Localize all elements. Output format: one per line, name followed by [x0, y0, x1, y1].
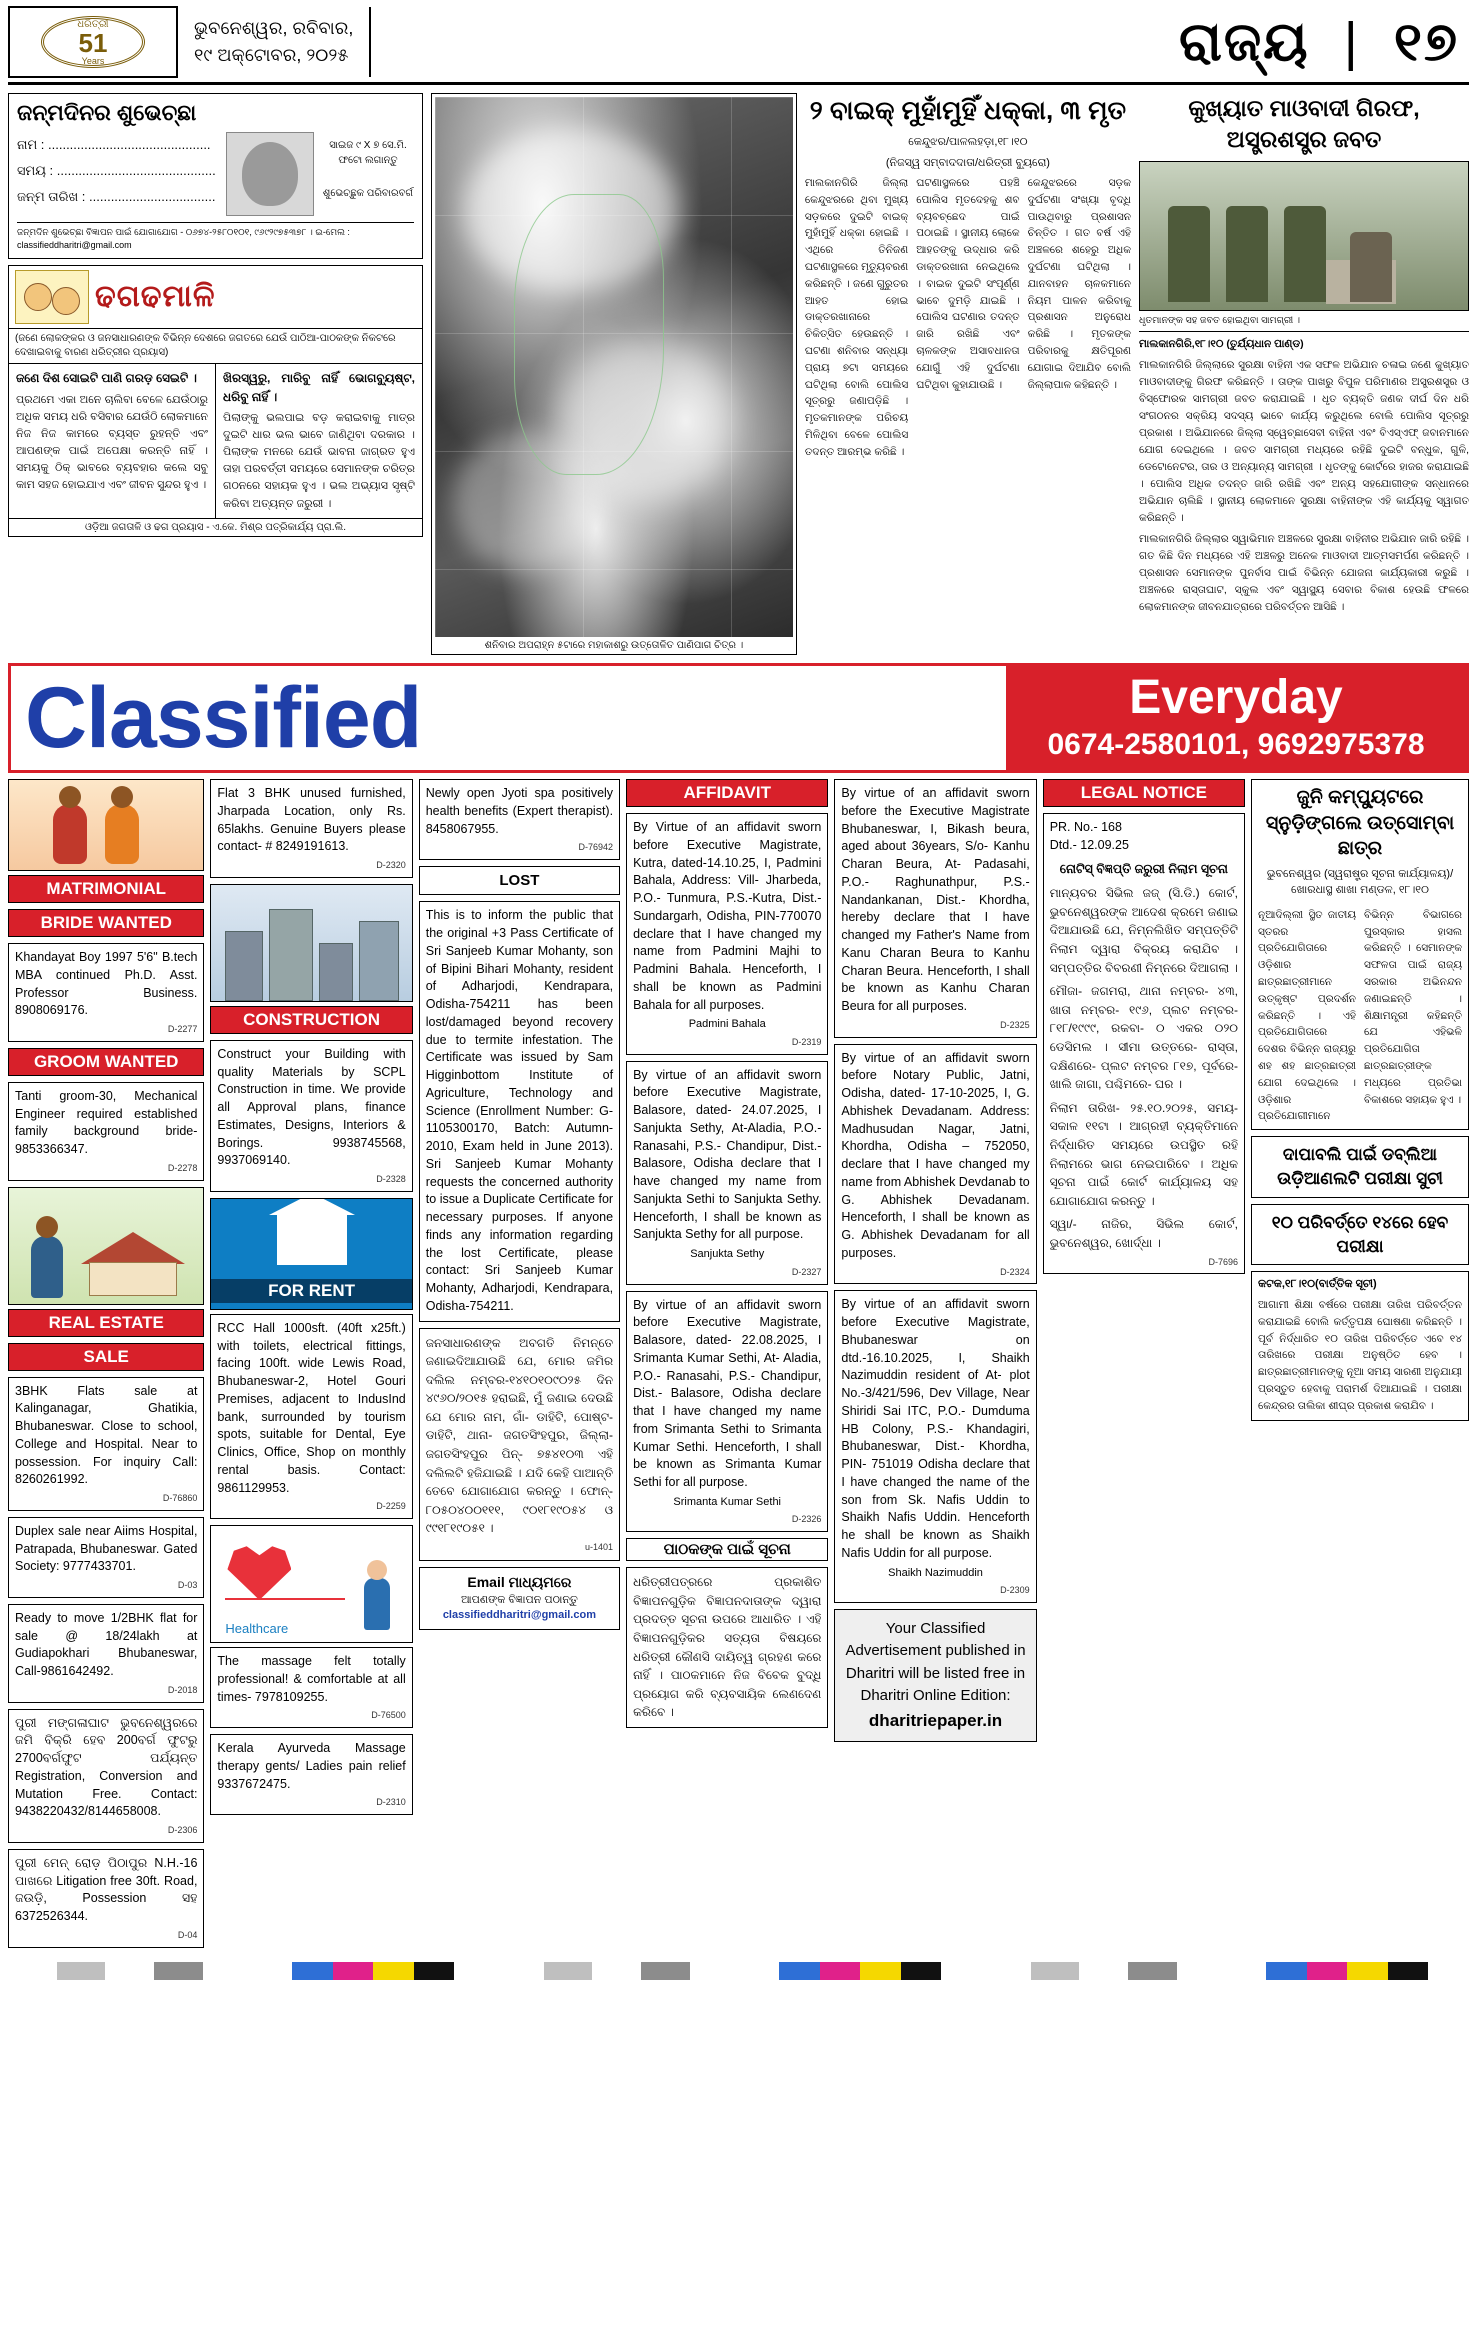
edition-dateline — [178, 7, 371, 77]
reader-notice-header: ପାଠକଙ୍କ ପାଇଁ ସୂଚନା — [626, 1538, 828, 1561]
birthday-field-dob: ଜନ୍ମ ତାରିଖ : ................................... — [17, 189, 216, 204]
ad-code: D-2310 — [376, 1797, 406, 1808]
page-number: ୧୭ — [1393, 11, 1459, 72]
affidavit-ad[interactable] — [626, 1061, 828, 1285]
ad-code: D-2325 — [1000, 1019, 1030, 1030]
dhagadhamali-footer: ଓଡ଼ିଆ ଜଗତାଳି ଓ ଢଗ ପ୍ରୟାସ - ଏ.କେ. ମିଶ୍ର ପତ୍ରିକାର୍ଯ୍ୟ ପ୍ରା.ଲି. — [9, 518, 422, 536]
left-column — [8, 93, 423, 655]
dhagadhamali-subtitle: (ଜଣେ ଲୋକଙ୍କର ଓ ଜନସାଧାରଣଙ୍କ ବିଭିନ୍ନ ଦେଶରେ ଜଗତରେ ଯେଉଁ ପାଠିଆ-ପାଠକଙ୍କ ନିକଟରେ ଦେଖାଇବାକୁ ବାରଣ ଧରିତ୍ରୀର ପ୍ରୟାସ) — [9, 329, 422, 364]
affidavit-ad[interactable] — [834, 1044, 1036, 1285]
real-estate-ad[interactable] — [8, 1517, 204, 1598]
groom-wanted-ad[interactable] — [8, 1082, 204, 1181]
dhagadhamali-item — [9, 364, 215, 517]
real-estate-header: REAL ESTATE — [8, 1309, 204, 1337]
ad-code: D-2326 — [791, 1514, 822, 1525]
ad-text: This is to inform the public that the original +3 Pass Certificate of Sri Sanjeeb Kumar Mohanty, son of Bipini Bihari Mohanty, resident of Adharjodi, Kendrapara, Odisha-754211 has been lost/damaged beyond recovery due to termite infestation. The Certificate was issued by Sam Higginbottom Institute of Agriculture, Technology and Science (Enrollment Number: G-1105300170, Batch: Autumn-2010, Exam held in June 2013). Sri Sanjeeb Kumar Mohanty requests the concerned authority to issue a Duplicate Certificate for necessary purposes. If anyone finds any information regarding the lost Certificate, please contact: Sri Sanjeeb Kumar Mohanty, Adharjodi, Kendrapara, Odisha-754211. — [425, 908, 614, 1313]
email-submission-box[interactable] — [419, 1567, 620, 1630]
ad-text: 3BHK Flats sale at Kalinganagar, Ghatikia, Bhubaneswar. Close to school, College and Hospital. Near to possession. For inquiry Call: 8260261992. — [15, 1383, 198, 1487]
healthcare-label: Healthcare — [225, 1621, 289, 1637]
birthday-photo — [226, 132, 314, 216]
rent-ad[interactable] — [210, 1314, 412, 1519]
maoist-body: ମାଲକାନଗିରି ଜିଲ୍ଲାରେ ସୁରକ୍ଷା ବାହିନୀ ଏକ ସଫଳ ଅଭିଯାନ ଚଳାଇ ଜଣେ କୁଖ୍ୟାତ ମାଓବାଦୀଙ୍କୁ ଗିରଫ କରିଛନ୍ତି । ତାଙ୍କ ପାଖରୁ ବିପୁଳ ପରିମାଣର ଅସ୍ତ୍ରଶସ୍ତ୍ର ଓ ବିସ୍ଫୋରକ ସାମଗ୍ରୀ ଜବତ କରାଯାଇଛି । ଧୃତ ବ୍ୟକ୍ତି ଜଣକ ଦୀର୍ଘ ଦିନ ଧରି ସଂଗଠନର ସକ୍ରିୟ ସଦସ୍ୟ ଭାବେ କାର୍ଯ୍ୟ କରୁଥିଲେ ବୋଲି ପୋଲିସ ସୂତ୍ରରୁ ପ୍ରକାଶ । ଅଭିଯାନରେ ଜିଲ୍ଲା ସ୍ୱେଚ୍ଛାସେବୀ ବାହିନୀ ଏବଂ ବିଏସ୍ଏଫ୍ ଜବାନମାନେ ଯୋଗ ଦେଇଥିଲେ । ଜବତ ସାମଗ୍ରୀ ମଧ୍ୟରେ ରହିଛି ଦୁଇଟି ବନ୍ଧୁକ, ଗୁଳି, ଡେଟୋନେଟର, ତାର ଓ ଅନ୍ୟାନ୍ୟ ସାମଗ୍ରୀ । ଧୃତଙ୍କୁ କୋର୍ଟରେ ହାଜର କରାଯାଇଛି । ପୋଲିସ ଅଧିକ ତଦନ୍ତ ଜାରି ରଖିଛି ଏବଂ ଅନ୍ୟ ସହଯୋଗୀଙ୍କ ସନ୍ଧାନରେ ଅଭିଯାନ ଚାଲିଛି । ସ୍ଥାନୀୟ ଲୋକମାନେ ସୁରକ୍ଷା ବାହିନୀଙ୍କ ଏହି କାର୍ଯ୍ୟକୁ ସ୍ୱାଗତ କରିଛନ୍ତି । — [1139, 358, 1469, 524]
spa-ad[interactable] — [419, 779, 620, 860]
color-registration-bars — [8, 1962, 1469, 1980]
groom-wanted-header: GROOM WANTED — [8, 1048, 204, 1076]
logo-number: 51 — [78, 27, 108, 58]
classified-column-1 — [8, 779, 204, 1954]
dhagadhamali-column — [8, 265, 423, 536]
classified-column-6 — [1043, 779, 1245, 1954]
ad-code: D-03 — [177, 1580, 198, 1591]
classified-banner-word: Classified — [25, 669, 422, 766]
bride-wanted-text: Khandayat Boy 1997 5'6" B.tech MBA continued Ph.D. Asst. Professor Business. 8908069176. — [15, 950, 198, 1018]
real-estate-ad[interactable] — [8, 1604, 204, 1703]
ad-code: D-2328 — [376, 1174, 406, 1185]
legal-notice-header: LEGAL NOTICE — [1043, 779, 1245, 807]
satellite-weather-image — [435, 97, 793, 637]
cartoon-icon — [15, 270, 89, 324]
online-edition-promo[interactable] — [834, 1609, 1036, 1743]
groom-wanted-text: Tanti groom-30, Mechanical Engineer required established family background bride-9853366347. — [15, 1088, 198, 1157]
email-address[interactable]: classifieddharitri@gmail.com — [442, 1609, 596, 1622]
ad-code: D-2319 — [791, 1036, 822, 1047]
student-story-headline: ଜୁନି କମ୍ପ୍ୟୁଟରେ ସ୍ନୁଡ଼ିଙ୍ଗଲେ ଉତ୍ସୋମ୍ବା ଛାତ୍ର — [1265, 787, 1455, 860]
maoist-photo — [1139, 161, 1469, 311]
ad-code: D-2309 — [1000, 1585, 1030, 1596]
middle-column — [431, 93, 1131, 655]
real-estate-illustration — [8, 1187, 204, 1305]
legal-body-4: ସ୍ୱା/- ନାଜିର, ସିଭିଲ କୋର୍ଟ, ଭୁବନେଶ୍ୱର, ଖୋର୍ଦ୍ଧା । — [1049, 1217, 1238, 1250]
affidavit-ad[interactable] — [626, 813, 828, 1055]
right-editorial-column — [1251, 779, 1469, 1954]
exam-story-subhead: ୧୦ ପରିବର୍ତ୍ତେ ୧୪ରେ ହେବ ପରୀକ୍ଷା — [1251, 1204, 1469, 1266]
ad-text: ଧରିତ୍ରୀପତ୍ରରେ ପ୍ରକାଶିତ ବିଜ୍ଞାପନଗୁଡ଼ିକ ବିଜ୍ଞାପନଦାତାଙ୍କ ଦ୍ୱାରା ପ୍ରଦତ୍ତ ସୂଚନା ଉପରେ ଆଧାରିତ । ଏହି ବିଜ୍ଞାପନଗୁଡ଼ିକର ସତ୍ୟତା ବିଷୟରେ ଧରିତ୍ରୀ କୌଣସି ଦାୟିତ୍ୱ ଗ୍ରହଣ କରେ ନାହିଁ । ପାଠକମାନେ ନିଜ ବିବେକ ବୁଦ୍ଧି ପ୍ରୟୋଗ କରି ବ୍ୟବସାୟିକ ଲେଣଦେଣ କରିବେ । — [633, 1575, 822, 1720]
birthday-footer: ଜନ୍ମଦିନ ଶୁଭେଚ୍ଛା ବିଜ୍ଞାପନ ପାଇଁ ଯୋଗାଯୋଗ - ୦୬୭୪-୨୫୮୦୧୦୧, ୯୬୯୨୯୭୫୩୭୮ । ଇ-ମେଲ : classifieddharitri@gmail.com — [17, 222, 414, 252]
ad-code: D-2327 — [791, 1266, 822, 1277]
exam-story — [1251, 1271, 1469, 1420]
ad-text: Ready to move 1/2BHK flat for sale @ 18/24lakh at Gudiapokhari Bhubaneswar, Call-9861642492. — [15, 1610, 198, 1679]
ad-code: D-2320 — [376, 860, 406, 870]
real-estate-ad[interactable] — [8, 1709, 204, 1843]
satellite-caption: ଶନିବାର ଅପରାହ୍ନ ୫ଟାରେ ମହାକାଶରୁ ଉତ୍ତୋଳିତ ପାଣିପାଗ ଚିତ୍ର । — [484, 640, 744, 651]
ad-text: By virtue of an affidavit sworn before Notary Public, Jatni, Odisha, dated- 17-10-2025, I, G. Abhishek Devadanam. Address: Madhusudan Nagar, Jatni, Khordha, Odisha – 752050, declare that I have changed my name from Abhishek Devdanab to G. Abhishek Devadanam. Henceforth, I shall be known as G. Abhishek Devadanam for all purposes. — [841, 1050, 1030, 1260]
dhagadhamali-title: ଢଗଢମାଳି — [95, 280, 216, 314]
satellite-image-block — [431, 93, 797, 655]
construction-header: CONSTRUCTION — [210, 1006, 412, 1034]
kerala-massage-ad[interactable] — [210, 1734, 412, 1815]
legal-dtd: Dtd.- 12.09.25 — [1049, 837, 1129, 852]
bride-wanted-header: BRIDE WANTED — [8, 909, 204, 937]
ad-text: RCC Hall 1000sft. (40ft x25ft.) with toilets, electrical fittings, facing 100ft. wide Lewis Road, Bhubaneswar-2, Hotel Gouri Premises, adjacent to IndusInd bank, surrounded by tourism spots, suitable for Dental, Eye Clinics, Office, Shop on monthly rental basis. Contact: 9861129953. — [217, 1320, 406, 1495]
ad-code: D-2277 — [167, 1024, 198, 1034]
birthday-photo-caption: ଶୁଭେଚ୍ଛୁକ ପରିବାରବର୍ଗ — [322, 188, 414, 199]
section-title-block: ରାଜ୍ୟ | ୧୭ — [1178, 11, 1459, 72]
classified-column-4 — [626, 779, 828, 1954]
birthday-field-name: ନାମ : ............................................. — [17, 137, 211, 152]
section-title: ରାଜ୍ୟ — [1178, 11, 1310, 72]
ad-code: u-1401 — [585, 1542, 614, 1553]
lost-header: LOST — [419, 866, 620, 895]
ad-text: Newly open Jyoti spa positively health benefits (Expert therapist). 8458067955. — [425, 786, 614, 836]
maoist-headline: କୁଖ୍ୟାତ ମାଓବାଦୀ ଗିରଫ, ଅସ୍ତ୍ରଶସ୍ତ୍ର ଜବତ — [1188, 95, 1420, 153]
healthcare-illustration — [210, 1525, 412, 1643]
ad-text: By virtue of an affidavit sworn before the Executive Magistrate Bhubaneswar, I, Bikash beura, aged about 36years, S/o- Kanhu Charan Beura, At- Padasahi, P.O.- Raghunathpur, P.S.- Nandankanan, Dist.- Khordha, hereby declare that I have changed my Father's Name from Kanu Charan Beura to Kanhu Charan Beura. Henceforth, I shall be known as Kanhu Charan Beura for all purposes. — [841, 786, 1030, 1013]
construction-illustration — [210, 884, 412, 1002]
classified-banner-everyday: Everyday — [1129, 671, 1343, 724]
edition-place: ଭୁବନେଶ୍ୱର, ରବିବାର, — [194, 18, 354, 38]
reader-notice-text — [626, 1567, 828, 1728]
matrimonial-header: MATRIMONIAL — [8, 875, 204, 903]
classified-column-3 — [419, 779, 620, 1954]
dhagadhamali-heading: ଜଣେ ଦିଶ ସୋଇଟି ପାଣି ଗରଡ଼ ସେଇଟି । — [16, 371, 197, 386]
promo-site[interactable]: dharitriepaper.in — [868, 1710, 1003, 1730]
logo-years: Years — [81, 55, 105, 66]
ad-code: D-7696 — [1208, 1256, 1238, 1267]
affidavit-ad[interactable] — [834, 779, 1036, 1038]
classified-banner-phone: 0674-2580101, 9692975378 — [1047, 728, 1425, 761]
colorbar-group — [739, 1962, 983, 1980]
maoist-photo-caption: ଧୃତମାନଙ୍କ ସହ ଜବତ ହୋଇଥିବା ସାମଗ୍ରୀ । — [1139, 311, 1469, 332]
dhagadhamali-body: ପିଲାଙ୍କୁ ଭଲପାଇ ବଡ଼ କରାଇବାକୁ ମାତ୍ର ଦୁଇଟି ଧାର ଭଲ ଭାବେ ଜାଣିଥିବା ଦରକାର । ପିଲାଙ୍କ ମନରେ ଯେଉଁ ଭାବନା ଜାଗ୍ରତ ହୁଏ ତାହା ପରବର୍ତ୍ତୀ ସମୟରେ ସେମାନଙ୍କ ଚରିତ୍ର ଗଠନରେ ସହାୟକ ହୁଏ । ଭଲ ଅଭ୍ୟାସ ସୃଷ୍ଟି କରିବା ଅତ୍ୟନ୍ତ ଜରୁରୀ । — [223, 412, 415, 510]
ad-text: By virtue of an affidavit sworn before Executive Magistrate, Balasore, dated- 24.07.2025, I Sanjukta Sethy, At-Aladia, P.O.- Ranasahi, P.S.- Chandipur, Dist.- Balasore, Odisha declare that I have changed my name from Sanjukta Sethi to Sanjukta Sethy. Henceforth, I shall be known as Sanjukta Sethy for all purpose. — [633, 1067, 822, 1242]
sale-header: SALE — [8, 1343, 204, 1371]
anniversary-seal-icon — [41, 16, 145, 68]
for-rent-label: FOR RENT — [211, 1279, 411, 1303]
email-note: ଆପଣଙ୍କ ବିଜ୍ଞାପନ ପଠାନ୍ତୁ — [460, 1593, 578, 1606]
colorbar-group — [8, 1962, 252, 1980]
dhagadhamali-body: ପ୍ରଥମେ ଏକା ଅନେ ଚାଲିବା ବେଳେ ଯେଉଁଠାରୁ ଅଧିକ ସମୟ ଧରି ବସିବାର ଯେଉଁଠି ଲୋକମାନେ ନିଜ ନିଜ କାମରେ ବ୍ୟସ୍ତ ରୁହନ୍ତି ଏବଂ ଆପଣଙ୍କ ପାଇଁ ଅପେକ୍ଷା କରନ୍ତି ନାହିଁ । ସମୟକୁ ଠିକ୍ ଭାବରେ ବ୍ୟବହାର କଲେ ସବୁ କାମ ସହଜ ହୋଇଯାଏ ଏବଂ ଜୀବନ ସୁନ୍ଦର ହୁଏ । — [16, 393, 208, 491]
birthday-coupon — [8, 93, 423, 259]
legal-body-1: ମାନ୍ୟବର ସିଭିଲ ଜଜ୍ (ସି.ଡି.) କୋର୍ଟ, ଭୁବନେଶ୍ୱରଙ୍କ ଆଦେଶ କ୍ରମେ ଜଣାଇ ଦିଆଯାଉଛି ଯେ, ନିମ୍ନଲିଖିତ ସମ୍ପତ୍ତିଟି ନିଲାମ ଦ୍ୱାରା ବିକ୍ରୟ କରାଯିବ । ସମ୍ପତ୍ତିର ବିବରଣୀ ନିମ୍ନରେ ଦିଆଗଲା । — [1049, 886, 1238, 975]
classified-banner — [8, 663, 1469, 773]
promo-text: Your Classified Advertisement published in Dharitri will be listed free in Dharitri Online Edition: — [845, 1619, 1026, 1705]
publication-logo — [8, 6, 178, 78]
ad-text: The massage felt totally professional! & comfortable at all times- 7978109255. — [217, 1654, 406, 1704]
affidavit-header: AFFIDAVIT — [626, 779, 828, 807]
classified-column-2 — [210, 779, 412, 1954]
bike-story-body-2: ଘଟଣାସ୍ଥଳରେ ପହଞ୍ଚି ପୋଲିସ ମୃତଦେହକୁ ଶବ ବ୍ୟବଚ୍ଛେଦ ପାଇଁ ପଠାଇଛି । ସ୍ଥାନୀୟ ଲୋକେ ଆହତଙ୍କୁ ଉଦ୍ଧାର କରି ଡାକ୍ତରଖାନା ନେଇଥିଲେ । ବାଇକ ଦୁଇଟି ସଂପୂର୍ଣ୍ଣ ଭାବେ ଦୁମଡ଼ି ଯାଇଛି । ପୋଲିସ ଘଟଣାର ତଦନ୍ତ ଜାରି ରଖିଛି ଏବଂ ଚାଳକଙ୍କ ଅସାବଧାନତା ଯୋଗୁଁ ଏହି ଦୁର୍ଘଟଣା ଘଟିଥିବା କୁହାଯାଉଛି । — [916, 177, 1020, 391]
affidavit-signature: Sanjukta Sethy — [690, 1248, 765, 1261]
real-estate-ad[interactable] — [8, 1377, 204, 1511]
bride-wanted-ad[interactable] — [8, 943, 204, 1042]
right-column-extra-text: ମାଲକାନଗିରି ଜିଲ୍ଲାର ସ୍ୱାଭିମାନ ଅଞ୍ଚଳରେ ସୁରକ୍ଷା ବାହିନୀର ଅଭିଯାନ ଜାରି ରହିଛି । ଗତ କିଛି ଦିନ ମଧ୍ୟରେ ଏହି ଅଞ୍ଚଳରୁ ଅନେକ ମାଓବାଦୀ ଆତ୍ମସମର୍ପଣ କରିଛନ୍ତି । ପ୍ରଶାସନ ସେମାନଙ୍କ ପୁନର୍ବାସ ପାଇଁ ବିଭିନ୍ନ ଯୋଜନା କାର୍ଯ୍ୟକାରୀ କରୁଛି । ଅଞ୍ଚଳରେ ରାସ୍ତାଘାଟ, ସ୍କୁଲ ଏବଂ ସ୍ୱାସ୍ଥ୍ୟ ସେବାର ବିକାଶ ହେଉଛି ଫଳରେ ଲୋକମାନଙ୍କ ଜୀବନଯାତ୍ରାରେ ପରିବର୍ତ୍ତନ ଆସିଛି । — [1139, 532, 1469, 613]
colorbar-group — [1226, 1962, 1470, 1980]
ad-code: D-2278 — [167, 1162, 198, 1173]
birthday-photo-note — [322, 132, 414, 216]
masthead — [8, 6, 1469, 85]
top-content-grid — [8, 93, 1469, 655]
student-story-body: ନୂଆଦିଲ୍ଲୀ ସ୍ଥିତ ଜାତୀୟ ସ୍ତରର ପ୍ରତିଯୋଗିତାରେ ଓଡ଼ିଶାର ଛାତ୍ରଛାତ୍ରୀମାନେ ଉତ୍କୃଷ୍ଟ ପ୍ରଦର୍ଶନ କରିଛନ୍ତି । ଏହି ପ୍ରତିଯୋଗିତାରେ ଦେଶର ବିଭିନ୍ନ ରାଜ୍ୟରୁ ଶହ ଶହ ଛାତ୍ରଛାତ୍ରୀ ଯୋଗ ଦେଇଥିଲେ । ଓଡ଼ିଶାର ପ୍ରତିଯୋଗୀମାନେ ବିଭିନ୍ନ ବିଭାଗରେ ପୁରସ୍କାର ହାସଲ କରିଛନ୍ତି । ସେମାନଙ୍କ ସଫଳତା ପାଇଁ ରାଜ୍ୟ ସରକାର ଅଭିନନ୍ଦନ ଜଣାଇଛନ୍ତି । ଶିକ୍ଷାମନ୍ତ୍ରୀ କହିଛନ୍ତି ଯେ ଏହିଭଳି ପ୍ରତିଯୋଗିତା ଛାତ୍ରଛାତ୍ରୀଙ୍କ ମଧ୍ୟରେ ପ୍ରତିଭା ବିକାଶରେ ସହାୟକ ହୁଏ । — [1258, 908, 1462, 1123]
lost-odia-notice[interactable] — [419, 1328, 620, 1561]
legal-pr-no: PR. No.- 168 — [1049, 820, 1122, 834]
legal-body-3: ନିଲାମ ତାରିଖ- ୨୫.୧୦.୨୦୨୫, ସମୟ- ସକାଳ ୧୧ଟା । ଆଗ୍ରହୀ ବ୍ୟକ୍ତିମାନେ ନିର୍ଦ୍ଧାରିତ ସମୟରେ ଉପସ୍ଥିତ ରହି ନିଲାମରେ ଭାଗ ନେଇପାରିବେ । ଅଧିକ ସୂଚନା ପାଇଁ କୋର୍ଟ କାର୍ଯ୍ୟାଳୟ ସହ ଯୋଗାଯୋଗ କରନ୍ତୁ । — [1049, 1100, 1238, 1208]
affidavit-ad[interactable] — [834, 1290, 1036, 1603]
ad-text: By virtue of an affidavit sworn before Executive Magistrate, Balasore, dated- 22.08.2025, I Srimanta Kumar Sethi, At- Aladia, P.O.- Ranasahi, P.S.- Chandipur, Dist.- Balasore, Odisha declare that I have changed my name from Srimanta Sethi to Srimanta Kumar Sethi. Henceforth, I shall be known as Srimanta Kumar Sethi for all purpose. — [633, 1297, 822, 1489]
birthday-field-time: ସମୟ : ............................................ — [17, 163, 216, 178]
maoist-story — [1139, 93, 1469, 655]
colorbar-group — [252, 1962, 496, 1980]
ad-text: Kerala Ayurveda Massage therapy gents/ Ladies pain relief 9337672475. — [217, 1741, 406, 1791]
affidavit-signature: Srimanta Kumar Sethi — [673, 1495, 782, 1508]
legal-odia-head: ନୋଟିସ୍ ବିଜ୍ଞପ୍ତି ଜରୁରୀ ନିଲାମ ସୂଚନା — [1059, 861, 1228, 876]
ad-code: D-2324 — [1000, 1266, 1030, 1277]
ad-code: D-76860 — [162, 1493, 198, 1504]
ad-code: D-2306 — [167, 1825, 198, 1836]
colorbar-group — [495, 1962, 739, 1980]
real-estate-ad[interactable] — [8, 1849, 204, 1948]
ad-code: D-76942 — [578, 842, 614, 853]
dhagadhamali-item — [215, 364, 422, 517]
ad-code: D-2259 — [376, 1501, 406, 1512]
birthday-fields — [17, 132, 218, 216]
affidavit-signature: Shaikh Nazimuddin — [888, 1566, 983, 1579]
ad-text: ପୁରୀ ମଙ୍ଗଳାଘାଟ ଭୁବନେଶ୍ୱରରେ ଜମି ବିକ୍ରି ହେବ 200ବର୍ଗ ଫୁଟରୁ 2700ବର୍ଗଫୁଟ ପର୍ଯ୍ୟନ୍ତ Registration, Conversion and Mutation Free. Contact: 9438220432/8144658008. — [15, 1715, 198, 1819]
lost-certificate-ad[interactable] — [419, 901, 620, 1321]
legal-body-2: ମୌଜା- ଜଗମରା, ଥାନା ନମ୍ବର- ୪୩, ଖାତା ନମ୍ବର- ୧୯୬, ପ୍ଲଟ ନମ୍ବର- ୮୧୮/୧୯୯୯, ରକବା- ୦ ଏକର ୦୨୦ ଡେସିମଲ । ସୀମା ଉତ୍ତରେ- ରାସ୍ତା, ଦକ୍ଷିଣରେ- ପ୍ଲଟ ନମ୍ବର ୮୧୭, ପୂର୍ବରେ- ଖାଲି ଜାଗା, ପଶ୍ଚିମରେ- ଘର । — [1049, 984, 1238, 1092]
matrimonial-illustration — [8, 779, 204, 871]
legal-notice-ad[interactable] — [1043, 813, 1245, 1274]
bike-accident-story — [805, 93, 1131, 655]
maoist-dateline: ମାଲକାନଗିରି,୧୮।୧୦ (ତୁର୍ଯ୍ୟଧାନ ପାଣ୍ଡ) — [1139, 337, 1304, 350]
construction-ad[interactable] — [210, 1040, 412, 1192]
for-rent-illustration — [210, 1198, 412, 1310]
bike-story-body-1: ମାଲକାନଗିରି ଜିଲ୍ଲା କେନ୍ଦୁଝରରେ ଥିବା ମୁଖ୍ୟ ସଡ଼କରେ ଦୁଇଟି ବାଇକ୍ ମୁହାଁମୁହିଁ ଧକ୍କା ହୋଇଛି । ଏଥିରେ ତିନିଜଣ ଘଟଣାସ୍ଥଳରେ ମୃତ୍ୟୁବରଣ କରିଛନ୍ତି । ଜଣେ ଗୁରୁତର ଆହତ ହୋଇ ଡାକ୍ତରଖାନାରେ ଚିକିତ୍ସିତ ହେଉଛନ୍ତି । ଘଟଣା ଶନିବାର ସନ୍ଧ୍ୟା ପ୍ରାୟ ୭ଟା ସମୟରେ ଘଟିଥିଲା ବୋଲି ପୋଲିସ ସୂତ୍ରରୁ ଜଣାପଡ଼ିଛି । ମୃତକମାନଙ୍କ ପରିଚୟ ମିଳିଥିବା ବେଳେ ପୋଲିସ ତଦନ୍ତ ଆରମ୍ଭ କରିଛି । — [804, 177, 909, 458]
classified-column-5 — [834, 779, 1036, 1954]
dhagadhamali-heading: ଖିରସ୍ୱରୁ, ମାରିବୁ ନାହିଁ ଭୋଗବ୍ୟୁଷ୍ଟ, ଧରିବୁ ନାହିଁ । — [223, 371, 415, 404]
flat-sale-ad[interactable] — [210, 779, 412, 878]
bike-story-dateline-source: (ନିଜସ୍ୱ ସମ୍ବାଦଦାତା/ଧରିତ୍ରୀ ବ୍ୟୁରୋ) — [885, 156, 1050, 169]
ad-text: By Virtue of an affidavit sworn before Executive Magistrate, Kutra, dated-14.10.25, I, Padmini Bahala, Address: Vill- Jharbeda, P.O.- Tunmura, P.S.-Kutra, Dist.- Sundargarh, Odisha, PIN-770070 declare that I have changed my name from Padmini Majhi to Padmini Bahala. Henceforth, I shall be known as Padmini Bahala for all purposes. — [633, 820, 822, 1012]
affidavit-ad[interactable] — [626, 1291, 828, 1533]
birthday-title: ଜନ୍ମଦିନର ଶୁଭେଚ୍ଛା — [17, 100, 197, 125]
affidavit-signature: Padmini Bahala — [688, 1018, 766, 1031]
birthday-photo-size: ସାଇଜ ୯ X ୭ ସେ.ମି. ଫଟୋ ଲଗାନ୍ତୁ — [329, 140, 407, 166]
bike-story-dateline: କେନ୍ଦୁଝର/ପାଳଲହଡ଼ା,୧୮।୧୦ — [908, 136, 1028, 149]
exam-story-headline: ଦାପାବଲି ପାଇଁ ଡବ୍ଲିଆ ଉଡ଼ିଆଣଲଟି ପରୀକ୍ଷା ସୁଚୀ — [1251, 1136, 1469, 1198]
student-story — [1251, 779, 1469, 1130]
exam-story-body: ଆଗାମୀ ଶିକ୍ଷା ବର୍ଷରେ ପରୀକ୍ଷା ତାରିଖ ପରିବର୍ତ୍ତନ କରାଯାଇଛି ବୋଲି କର୍ତ୍ତୃପକ୍ଷ ଘୋଷଣା କରିଛନ୍ତି । ପୂର୍ବ ନିର୍ଦ୍ଧାରିତ ୧୦ ତାରିଖ ପରିବର୍ତ୍ତେ ଏବେ ୧୪ ତାରିଖରେ ପରୀକ୍ଷା ଅନୁଷ୍ଠିତ ହେବ । ଛାତ୍ରଛାତ୍ରୀମାନଙ୍କୁ ନୂଆ ସମୟ ସାରଣୀ ଅନୁଯାୟୀ ପ୍ରସ୍ତୁତ ହେବାକୁ ପରାମର୍ଶ ଦିଆଯାଇଛି । ପରୀକ୍ଷା କେନ୍ଦ୍ରର ତାଲିକା ଶୀଘ୍ର ପ୍ରକାଶ କରାଯିବ । — [1258, 1298, 1463, 1412]
bike-story-headline: ୨ ବାଇକ୍ ମୁହାଁମୁହିଁ ଧକ୍କା, ୩ ମୃତ — [809, 95, 1127, 125]
ad-text: ପୁରୀ ମେନ୍ ରୋଡ଼ ପିଠାପୁର N.H.-16 ପାଖରେ Litigation free 30ft. Road, ଜଉଡ଼ି, Possession ସହ 6372526344. — [15, 1855, 198, 1924]
classified-section — [8, 779, 1469, 1954]
edition-date: ୧୯ ଅକ୍ଟୋବର, ୨୦୨୫ — [194, 45, 349, 65]
student-story-dateline: ଭୁବନେଶ୍ୱର (ସ୍ୱରାଷ୍ଟ୍ର ସୂଚନା କାର୍ଯ୍ୟାଳୟ)/ ଖୋରଧାସ୍ଥ ଶାଖା ମଣ୍ଡଳ, ୧୮।୧୦ — [1266, 867, 1454, 896]
ad-text: ଜନସାଧାରଣଙ୍କ ଅବଗତି ନିମନ୍ତେ ଜଣାଇଦିଆଯାଉଛି ଯେ, ମୋର ଜମିର ଦଲିଲ ନମ୍ବର-୧୪୧୦୧୦୯୦୨୫ ଦିନ ୪୯୬୦/୨୦୧୫ ହରାଇଛି, ମୁଁ ଜଣାଇ ଦେଉଛି ଯେ ମୋର ନାମ, ଗାଁ- ଡାହିଟିି, ପୋଷ୍ଟ- ଡାହିଟିି, ଥାନା- ଜଗତସିଂହପୁର, ଜିଲ୍ଲା- ଜଗତସିଂହପୁର ପିନ୍- ୭୫୪୧୦୩ ଏହି ଦଲିଲଟି ହଜିଯାଇଛି । ଯଦି କେହି ପାଆନ୍ତି ତେବେ ଯୋଗାଯୋଗ କରନ୍ତୁ । ଫୋନ୍- ୮୦୫୦୪୦୦୧୧୧, ୯୦୧୮୧୯୦୫୪ ଓ ୯୯୧୮୧୯୦୫୧ । — [425, 1335, 614, 1536]
ad-text: Duplex sale near Aiims Hospital, Patrapada, Bhubaneswar. Gated Society: 9777433701. — [15, 1523, 198, 1574]
ad-code: D-04 — [177, 1929, 198, 1940]
massage-ad[interactable] — [210, 1647, 412, 1728]
ad-text: Construct your Building with quality Materials by SCPL Construction in time. We provide all Approval plans, finance Estimates, Designs, Interiors & Borings. 9938745568, 9937069140. — [217, 1046, 406, 1168]
ad-text: By virtue of an affidavit sworn before Executive Magistrate, Bhubaneswar on dtd.-16.10.2025, I, Shaikh Nazimuddin resident of At- plot No.-3/421/596, Dev Village, Near Shiridi Sai ITC, P.O.- Dumduma HB Colony, P.S.- Khandagiri, Bhubaneswar, Dist.- Khordha, PIN- 751019 Odisha declare that I have changed the name of the son from Sk. Nafis Uddin to Shaikh Nafis Uddin. Henceforth he shall be known as Shaikh Nafis Uddin for all purpose. — [841, 1297, 1030, 1560]
ad-code: D-76500 — [371, 1710, 406, 1721]
logo-top-text: ଧରିତ୍ରୀ — [77, 18, 109, 30]
ad-text: Flat 3 BHK unused furnished, Jharpada Location, only Rs. 65lakhs. Genuine Buyers please contact- # 8249191613. — [217, 786, 406, 854]
colorbar-group — [982, 1962, 1226, 1980]
ad-code: D-2018 — [167, 1684, 198, 1695]
bike-story-body-3: କେନ୍ଦୁଝରରେ ସଡ଼କ ଦୁର୍ଘଟଣା ସଂଖ୍ୟା ବୃଦ୍ଧି ପାଉଥିବାରୁ ପ୍ରଶାସନ ଚିନ୍ତିତ । ଗତ ବର୍ଷ ଏହି ଅଞ୍ଚଳରେ ଶହେରୁ ଅଧିକ ଦୁର୍ଘଟଣା ଘଟିଥିଲା । ଯାନବାହନ ଚାଳକମାନେ ନିୟମ ପାଳନ କରିବାକୁ ପ୍ରଶାସନ ଅନୁରୋଧ କରିଛି । ମୃତକଙ୍କ ପରିବାରକୁ କ୍ଷତିପୂରଣ ଯୋଗାଇ ଦିଆଯିବ ବୋଲି ଜିଲ୍ଲାପାଳ କହିଛନ୍ତି । — [1027, 177, 1131, 391]
exam-story-dateline: କଟକ,୧୮।୧୦(ବାର୍ତ୍ତିକ ସୂଚୀ) — [1258, 1278, 1377, 1291]
email-label: Email ମାଧ୍ୟମରେ — [467, 1573, 572, 1590]
